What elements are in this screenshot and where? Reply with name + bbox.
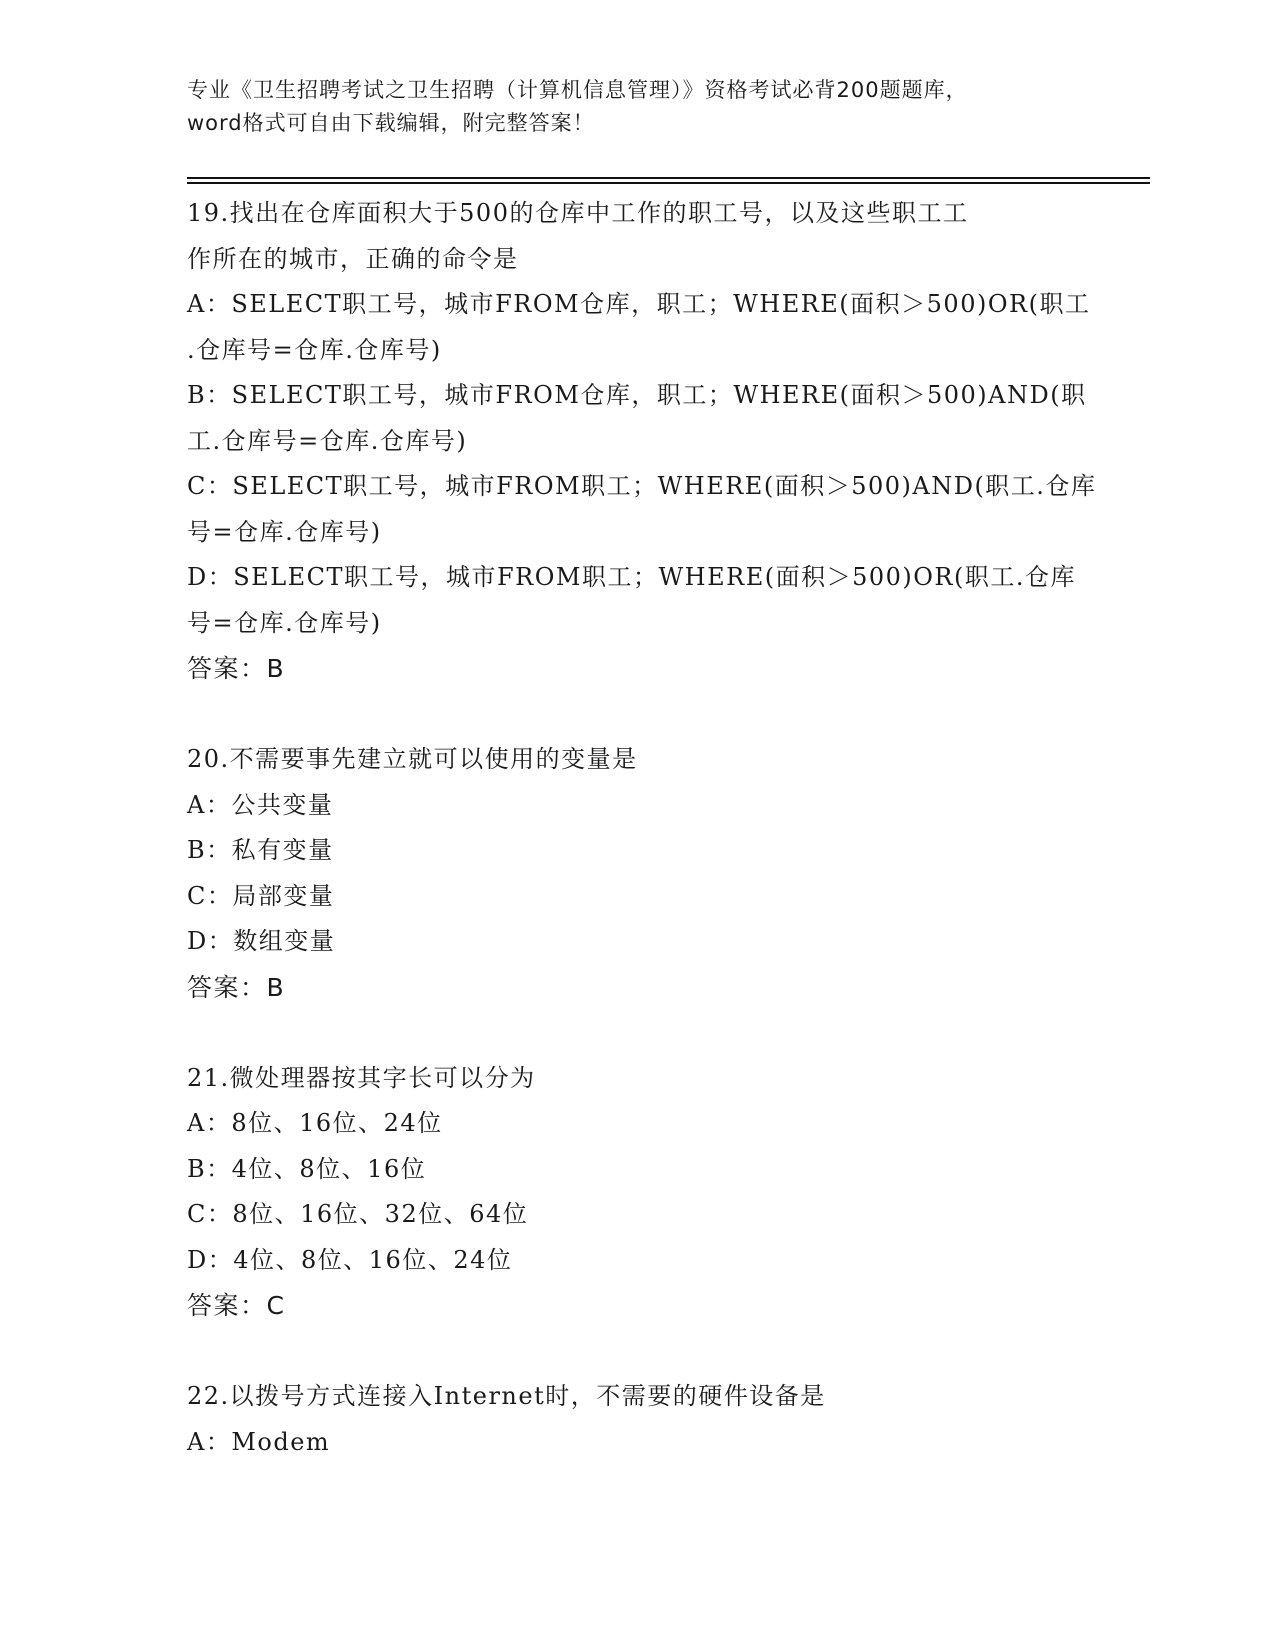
question-19 [187,191,1097,692]
option-c: C：SELECT职工号，城市FROM职工；WHERE(面积＞500)AND(职工.仓库 [187,472,1097,500]
question-stem: 20.不需要事先建立就可以使用的变量是 [187,745,638,773]
spacer [187,692,1087,738]
question-list [187,191,1097,1465]
header-divider-bottom [187,182,1150,184]
option-c-continued: 号=仓库.仓库号) [187,517,382,546]
option-d: D：SELECT职工号，城市FROM职工；WHERE(面积＞500)OR(职工.仓库 [187,563,1076,591]
option-d: D：数组变量 [187,927,336,955]
option-a: A：SELECT职工号，城市FROM仓库，职工；WHERE(面积＞500)OR(职工 [187,290,1091,318]
question-21 [187,1056,1087,1329]
option-a: A：Modem [187,1427,331,1456]
question-stem-continued: 作所在的城市，正确的命令是 [187,244,519,273]
answer: 答案：B [187,654,286,683]
option-d-continued: 号=仓库.仓库号) [187,608,382,637]
question-22 [187,1374,1087,1465]
option-a: A：公共变量 [187,790,334,819]
question-stem: 19.找出在仓库面积大于500的仓库中工作的职工号，以及这些职工工 [187,199,969,227]
answer: 答案：B [187,972,286,1002]
header-title-line-2: word格式可自由下载编辑，附完整答案！ [187,111,595,135]
option-a-continued: .仓库号=仓库.仓库号) [187,335,442,364]
option-a: A：8位、16位、24位 [187,1109,443,1137]
spacer [187,1010,1087,1056]
question-stem: 22.以拨号方式连接入Internet时，不需要的硬件设备是 [187,1382,826,1410]
option-d: D：4位、8位、16位、24位 [187,1245,513,1274]
option-c: C：局部变量 [187,881,335,910]
spacer [187,1329,1087,1375]
option-c: C：8位、16位、32位、64位 [187,1200,529,1228]
option-b: B：私有变量 [187,836,334,864]
answer: 答案：C [187,1291,286,1320]
question-20 [187,737,1087,1010]
document-header [187,74,1087,140]
header-divider-top [187,177,1150,179]
question-stem: 21.微处理器按其字长可以分为 [187,1063,536,1092]
option-b: B：SELECT职工号，城市FROM仓库，职工；WHERE(面积＞500)AND(职 [187,381,1087,409]
header-title-line-1: 专业《卫生招聘考试之卫生招聘（计算机信息管理）》资格考试必背200题题库， [187,78,968,102]
option-b: B：4位、8位、16位 [187,1154,427,1183]
option-b-continued: 工.仓库号=仓库.仓库号) [187,426,468,455]
